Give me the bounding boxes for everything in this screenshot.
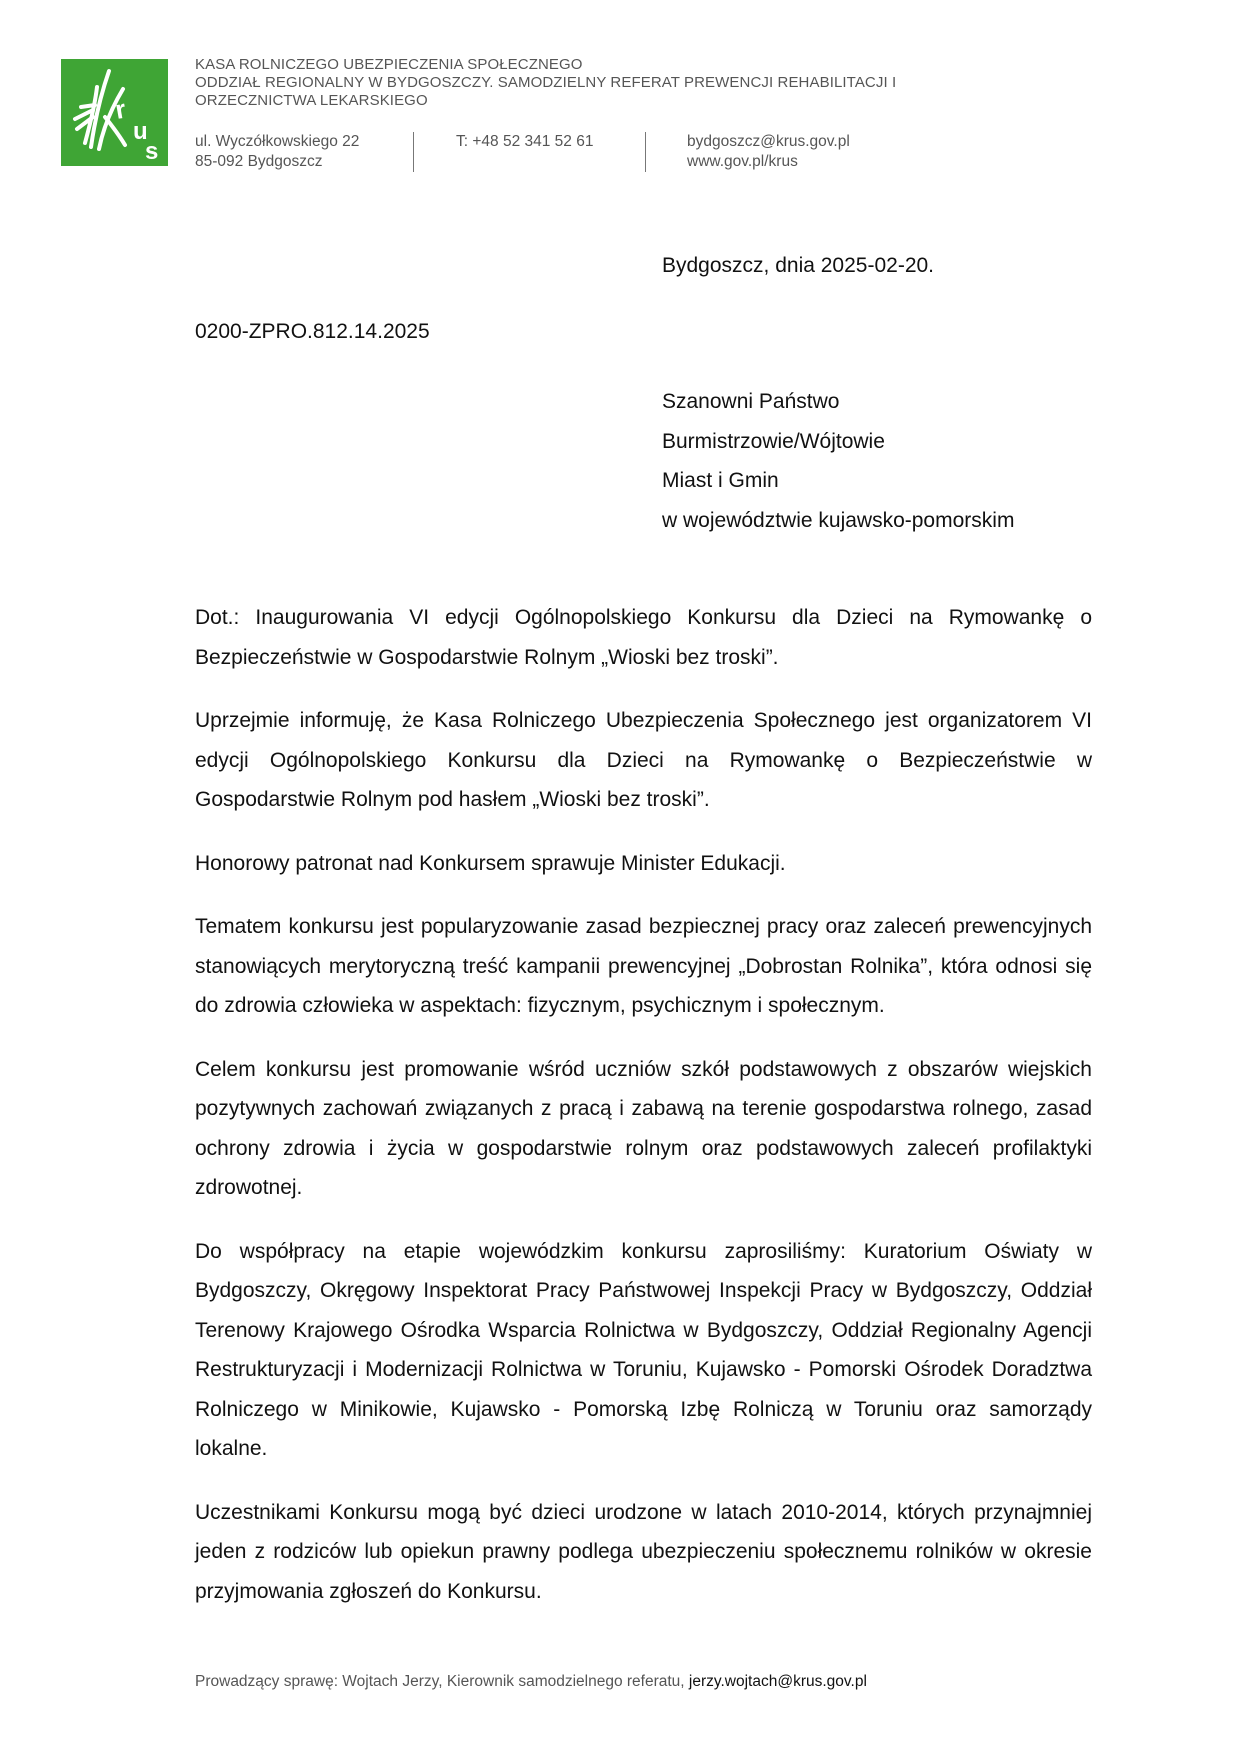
org-line: ORZECZNICTWA LEKARSKIEGO [195,92,428,109]
body-paragraph: Uczestnikami Konkursu mogą być dzieci urodzone w latach 2010-2014, których przynajmniej jeden z rodziców lub opiekun prawny podlega ubezpieczeniu społecznemu rolników w okresie przyjmowania zgłoszeń do Konkursu. [195,1500,1092,1603]
online-contact-block [687,132,850,172]
reference-number: 0200-ZPRO.812.14.2025 [195,320,430,343]
recipient-line: w województwie kujawsko-pomorskim [662,508,1015,532]
subject-paragraph: Dot.: Inaugurowania VI edycji Ogólnopolskiego Konkursu dla Dzieci na Rymowankę o Bezpieczeństwie w Gospodarstwie Rolnym „Wioski bez troski”. [195,606,1092,669]
krus-logo [61,59,168,166]
svg-text:s: s [145,138,159,165]
phone-block [456,132,593,152]
body-paragraph: Celem konkursu jest promowanie wśród uczniów szkół podstawowych z obszarów wiejskich pozytywnych zachowań związanych z pracą i zabawą na terenie gospodarstwa rolnego, zasad ochrony zdrowia i życia w gospodarstwie rolnym oraz podstawowych zaleceń profilaktyki zdrowotnej. [195,1057,1092,1199]
street-address: ul. Wyczółkowskiego 22 [195,133,360,150]
postal-city: 85-092 Bydgoszcz [195,153,323,170]
org-line: KASA ROLNICZEGO UBEZPIECZENIA SPOŁECZNEGO [195,56,583,73]
letter-date: Bydgoszcz, dnia 2025-02-20. [662,254,935,277]
body-paragraph: Uprzejmie informuję, że Kasa Rolniczego Ubezpieczenia Społecznego jest organizatorem VI edycji Ogólnopolskiego Konkursu dla Dzieci na Rymowankę o Bezpieczeństwie w Gospodarstwie Rolnym pod hasłem „Wioski bez troski”. [195,709,1092,811]
organization-name [195,56,1075,110]
divider [645,132,646,172]
letter-body [195,598,1092,1635]
phone-number: T: +48 52 341 52 61 [456,133,594,150]
divider [413,132,414,172]
case-handler-footer [195,1673,867,1691]
krus-logo-icon [61,59,168,166]
svg-text:r: r [112,93,129,125]
recipient-line: Szanowni Państwo [662,390,840,413]
letterhead [195,56,1075,110]
body-paragraph: Do współpracy na etapie wojewódzkim konkursu zaprosiliśmy: Kuratorium Oświaty w Bydgoszczy, Okręgowy Inspektorat Pracy Państwowej Inspekcji Pracy w Bydgoszczy, Oddział Terenowy Krajowego Ośrodka Wsparcia Rolnictwa w Bydgoszczy, Oddział Regionalny Agencji Restrukturyzacji i Modernizacji Rolnictwa w Toruniu, Kujawsko - Pomorski Ośrodek Doradztwa Rolniczego w Minikowie, Kujawsko - Pomorską Izbę Rolniczą w Toruniu oraz samorządy lokalne. [195,1239,1092,1460]
footer-text: Prowadzący sprawę: Wojtach Jerzy, Kierownik samodzielnego referatu, [195,1673,689,1690]
website-link[interactable]: www.gov.pl/krus [687,153,798,170]
recipient-line: Burmistrzowie/Wójtowie [662,429,885,453]
body-paragraph: Honorowy patronat nad Konkursem sprawuje Minister Edukacji. [195,851,786,875]
svg-text:u: u [133,118,148,145]
email-link[interactable]: bydgoszcz@krus.gov.pl [687,133,850,150]
body-paragraph: Tematem konkursu jest popularyzowanie zasad bezpiecznej pracy oraz zaleceń prewencyjnych stanowiących merytoryczną treść kampanii prewencyjnej „Dobrostan Rolnika”, która odnosi się do zdrowia człowieka w aspektach: fizycznym, psychicznym i społecznym. [195,915,1092,1017]
recipient-block [662,382,1014,540]
footer-email-link[interactable]: jerzy.wojtach@krus.gov.pl [688,1673,867,1690]
recipient-line: Miast i Gmin [662,469,779,492]
org-line: ODDZIAŁ REGIONALNY W BYDGOSZCZY. SAMODZIELNY REFERAT PREWENCJI REHABILITACJI I [195,74,897,91]
address-block [195,132,359,172]
